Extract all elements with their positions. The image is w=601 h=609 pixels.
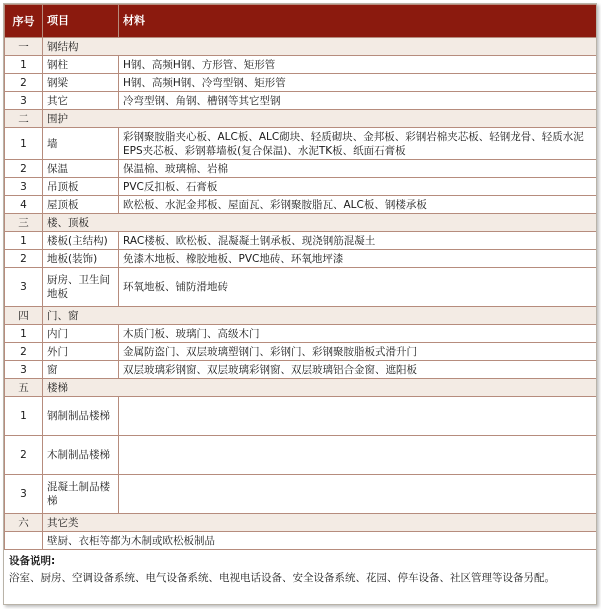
- row-seq: 四: [5, 307, 43, 325]
- table-row: [5, 268, 597, 307]
- row-material: H钢、高频H钢、方形管、矩形管: [119, 56, 597, 74]
- row-seq: 4: [5, 196, 43, 214]
- row-item: 保温: [43, 160, 119, 178]
- row-material: H钢、高频H钢、冷弯型钢、矩形管: [119, 74, 597, 92]
- category-row: [5, 514, 597, 532]
- row-seq: 五: [5, 379, 43, 397]
- category-label: 钢结构: [43, 38, 597, 56]
- table-row: [5, 361, 597, 379]
- category-row: [5, 110, 597, 128]
- row-item: 墙: [43, 128, 119, 160]
- row-seq: 2: [5, 74, 43, 92]
- table-row: [5, 92, 597, 110]
- table-header-row: [5, 5, 597, 38]
- row-material: PVC反扣板、石膏板: [119, 178, 597, 196]
- row-item: 外门: [43, 343, 119, 361]
- row-item: 钢柱: [43, 56, 119, 74]
- row-seq: 3: [5, 178, 43, 196]
- table-row: [5, 128, 597, 160]
- row-material: 双层玻璃彩钢窗、双层玻璃彩钢窗、双层玻璃铝合金窗、遮阳板: [119, 361, 597, 379]
- row-item: 壁厨、衣柜等都为木制或欧松板制品: [43, 532, 597, 550]
- row-seq: [5, 532, 43, 550]
- category-label: 门、窗: [43, 307, 597, 325]
- row-item: 混凝土制品楼梯: [43, 475, 119, 514]
- row-seq: 1: [5, 325, 43, 343]
- table-row: [5, 475, 597, 514]
- row-item: 厨房、卫生间地板: [43, 268, 119, 307]
- table-row: [5, 56, 597, 74]
- row-material: 欧松板、水泥金邦板、屋面瓦、彩钢聚胺脂瓦、ALC板、钢楼承板: [119, 196, 597, 214]
- row-material: 环氧地板、铺防滑地砖: [119, 268, 597, 307]
- row-seq: 2: [5, 160, 43, 178]
- table-row: [5, 436, 597, 475]
- row-seq: 2: [5, 250, 43, 268]
- category-label: 其它类: [43, 514, 597, 532]
- row-material: 冷弯型钢、角钢、槽钢等其它型钢: [119, 92, 597, 110]
- row-material: [119, 397, 597, 436]
- row-item: 钢制制品楼梯: [43, 397, 119, 436]
- row-seq: 一: [5, 38, 43, 56]
- row-seq: 2: [5, 343, 43, 361]
- header-seq: 序号: [5, 5, 43, 38]
- category-row: [5, 379, 597, 397]
- table-row: [5, 178, 597, 196]
- row-item: 木制制品楼梯: [43, 436, 119, 475]
- row-material: 彩钢聚胺脂夹心板、ALC板、ALC砌块、轻质砌块、金邦板、彩钢岩棉夹芯板、轻钢龙骨、轻质水泥EPS夹芯板、彩钢幕墙板(复合保温)、水泥TK板、纸面石膏板: [119, 128, 597, 160]
- row-material: RAC楼板、欧松板、混凝凝土钢承板、现浇钢筋混凝土: [119, 232, 597, 250]
- row-seq: 3: [5, 361, 43, 379]
- row-seq: 2: [5, 436, 43, 475]
- row-seq: 1: [5, 56, 43, 74]
- row-seq: 三: [5, 214, 43, 232]
- header-material: 材料: [119, 5, 597, 38]
- table-row: [5, 532, 597, 550]
- category-label: 楼、顶板: [43, 214, 597, 232]
- table-row: [5, 325, 597, 343]
- category-label: 围护: [43, 110, 597, 128]
- table-row: [5, 397, 597, 436]
- row-material: 木质门板、玻璃门、高级木门: [119, 325, 597, 343]
- notes-title: 设备说明:: [9, 555, 56, 567]
- equipment-notes: [4, 550, 596, 587]
- category-row: [5, 38, 597, 56]
- category-label: 楼梯: [43, 379, 597, 397]
- row-seq: 1: [5, 128, 43, 160]
- row-item: 屋顶板: [43, 196, 119, 214]
- row-item: 吊顶板: [43, 178, 119, 196]
- header-item: 项目: [43, 5, 119, 38]
- row-material: 保温棉、玻璃棉、岩棉: [119, 160, 597, 178]
- table-row: [5, 196, 597, 214]
- row-seq: 二: [5, 110, 43, 128]
- materials-table: [4, 4, 597, 550]
- category-row: [5, 307, 597, 325]
- row-seq: 六: [5, 514, 43, 532]
- row-item: 内门: [43, 325, 119, 343]
- category-row: [5, 214, 597, 232]
- row-item: 地板(装饰): [43, 250, 119, 268]
- notes-text: 浴室、厨房、空调设备系统、电气设备系统、电视电话设备、安全设备系统、花园、停车设备、社区管理等设备另配。: [9, 572, 555, 584]
- table-row: [5, 250, 597, 268]
- table-row: [5, 232, 597, 250]
- row-material: [119, 475, 597, 514]
- table-body: [5, 38, 597, 550]
- row-item: 钢梁: [43, 74, 119, 92]
- row-material: 金属防盗门、双层玻璃塑钢门、彩钢门、彩钢聚胺脂板式滑升门: [119, 343, 597, 361]
- row-material: 免漆木地板、橡胶地板、PVC地砖、环氧地坪漆: [119, 250, 597, 268]
- row-material: [119, 436, 597, 475]
- document-frame: [3, 3, 597, 605]
- row-seq: 1: [5, 232, 43, 250]
- row-item: 窗: [43, 361, 119, 379]
- table-row: [5, 160, 597, 178]
- row-item: 楼板(主结构): [43, 232, 119, 250]
- row-seq: 3: [5, 475, 43, 514]
- table-row: [5, 343, 597, 361]
- row-seq: 1: [5, 397, 43, 436]
- table-row: [5, 74, 597, 92]
- row-item: 其它: [43, 92, 119, 110]
- row-seq: 3: [5, 268, 43, 307]
- row-seq: 3: [5, 92, 43, 110]
